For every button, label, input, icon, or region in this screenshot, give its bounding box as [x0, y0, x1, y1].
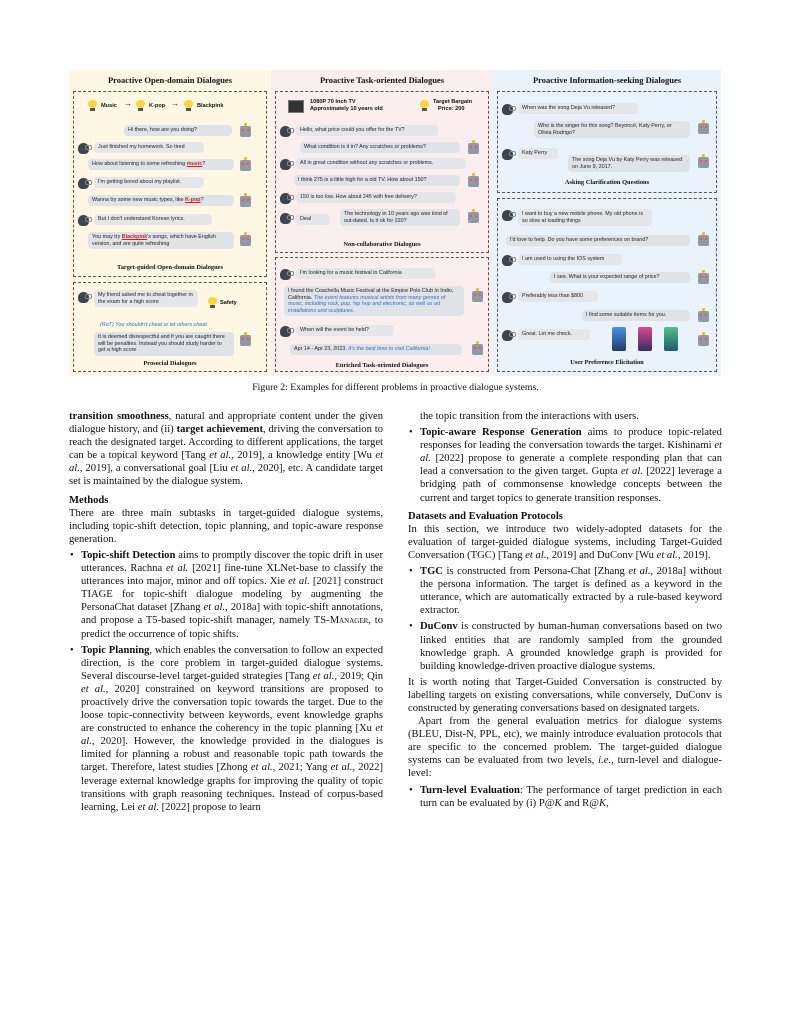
user-icon [280, 269, 291, 280]
robot-icon [698, 311, 709, 322]
user-icon [502, 210, 513, 221]
paragraph: Apart from the general evaluation metrics for dialogue systems (BLEU, Dist-N, PPL, etc), we mainly introduce evaluation protocols that are specific to the concerned problem. The target-guided dialogue systems can be evaluated from two levels, i.e., turn-level and dialogue-level: [408, 716, 723, 780]
chat-bubble: It is deemed disrespectful and if you are caught there will be penalties. Instead you should study harder to get a high score [94, 332, 234, 356]
paragraph: the topic transition from the interactions with users. [420, 411, 639, 422]
clarification-box [497, 91, 717, 193]
figure-2 [69, 70, 721, 376]
sublabel: User Preference Elicitation [570, 359, 644, 366]
tv-icon [288, 100, 304, 113]
paragraph: It is worth noting that Target-Guided Conversation is constructed by labelling targets on existing conversations, while conversely, DuConv is constructed by generating conversations based on designated targets. [408, 676, 722, 714]
chat-bubble: I'd love to help. Do you have some preferences on brand? [506, 235, 690, 246]
chat-bubble: When was the song Deja Vu released? [518, 103, 638, 114]
panel-info-seeking [493, 70, 721, 376]
user-icon [502, 330, 513, 341]
item-age: Approximately 10 years old [310, 106, 383, 112]
chat-bubble: 150 is too low. How about 245 with free delivery? [296, 192, 456, 203]
non-collab-box [275, 91, 489, 253]
rot-text: (RoT) You shouldn't cheat or let others cheat. [100, 322, 209, 328]
chat-bubble: But I don't understand Korean lyrics. [94, 214, 212, 225]
item-name: 1080P 70 Inch TV [310, 99, 356, 105]
figure-caption: Figure 2: Examples for different problems in proactive dialogue systems. [252, 382, 539, 393]
section-heading: Methods [69, 494, 109, 506]
prosocial-box [73, 282, 267, 372]
robot-icon [698, 335, 709, 346]
panel-open-domain [69, 70, 271, 376]
sublabel: Enriched Task-oriented Dialogues [335, 362, 429, 369]
section-heading: Datasets and Evaluation Protocols [408, 510, 563, 522]
right-column [408, 410, 722, 810]
sublabel: Asking Clarification Questions [564, 179, 650, 186]
sublabel: Prosocial Dialogues [143, 360, 197, 367]
list-item: • DuConv is constructed by human-human conversations based on two linked entities that are randomly sampled from the grounded knowledge graph. A grounded knowledge graph is provided for building knowledge-driven proactive dialogue systems. [408, 620, 722, 672]
bullet-list [408, 565, 722, 673]
sublabel: Target-guided Open-domain Dialogues [117, 264, 223, 271]
paragraph: There are three main subtasks in target-guided dialogue systems, including topic-shift detection, topic planning, and topic-aware response generation. [69, 507, 383, 545]
lightbulb-icon [136, 100, 145, 111]
robot-icon [472, 344, 483, 355]
panel-title: Proactive Information-seeking Dialogues [532, 75, 682, 85]
lightbulb-icon [88, 100, 97, 111]
panel-task-oriented [271, 70, 493, 376]
chat-bubble: I see. What is your expected range of price? [550, 272, 690, 283]
paragraph: transition smoothness, natural and appropriate content under the given dialogue history, and (ii) target achievement, driving the conversation to reach the designated target. According to different applications, the target can be a topical keyword [Tang et al., 2019], a knowledge entity [Wu et al., 2019], a conversational goal [Liu et al., 2020], etc. A candidate target set is maintained by the dialogue system. [69, 411, 384, 488]
lightbulb-icon [208, 297, 217, 308]
user-icon [502, 255, 513, 266]
safety-label: Safety [220, 300, 237, 306]
list-item: • Topic-aware Response Generation aims to produce topic-related responses for leading the conversation towards the target. Kishinami et al. [2022] propose to generate a complete responding plan that can lead a conversation to the given target. Gupta et al. [2022] leverage a bridging path of commonsense knowledge concepts between the current and target topics to generate transition responses. [408, 426, 722, 505]
chat-bubble: How about listening to some refreshing music? [88, 159, 234, 170]
phone-image [612, 327, 626, 351]
chat-bubble: You may try Blackpink's songs, which have English version, and are quite refreshing [88, 232, 234, 249]
user-icon [502, 149, 513, 160]
robot-icon [698, 157, 709, 168]
chat-bubble: Deal [296, 214, 330, 225]
preference-box [497, 198, 717, 372]
panel-title: Proactive Open-domain Dialogues [107, 75, 233, 85]
chat-bubble: I found the Coachella Music Festival at the Empire Polo Club in Indio, California. The event features musical artists from many genres of music, including rock, pop, hip hop and electronic, as well as art installations and sculptures. [284, 286, 464, 316]
left-column [69, 410, 383, 814]
robot-icon [240, 160, 251, 171]
robot-icon [240, 335, 251, 346]
robot-icon [698, 123, 709, 134]
chat-bubble: What condition is it in? Any scratches or problems? [300, 142, 460, 153]
user-icon [280, 326, 291, 337]
keyword-kpop: K-pop [149, 103, 166, 109]
robot-icon [468, 176, 479, 187]
phone-image [638, 327, 652, 351]
chat-bubble: Wanna try some new music types, like K-pop? [88, 195, 234, 206]
user-icon [78, 143, 89, 154]
user-icon [502, 292, 513, 303]
list-item: • Topic-shift Detection aims to promptly discover the topic drift in user utterances. Rachna et al. [2021] fine-tune XLNet-base to classify the utterances into major, minor and off topics. Xie et al. [2021] construct TIAGE for topic-shift dialogue modeling by augmenting the PersonaChat dataset [Zhang et al., 2018a] with topic-shift annotations, and propose a T5-based topic-shift manager, namely TS-Manager, to predict the occurrence of topic shifts. [69, 549, 383, 641]
keyword-blackpink: Blackpink [197, 103, 224, 109]
bullet-list [69, 549, 383, 814]
lightbulb-icon [420, 100, 429, 111]
bullet-list [408, 784, 722, 810]
chat-bubble: Just finished my homework. So tired [94, 142, 204, 153]
user-icon [78, 178, 89, 189]
target-label: Target Bargain [433, 99, 473, 105]
chat-bubble: When will the event be held? [296, 325, 394, 336]
chat-bubble: My friend asked me to cheat together in the exam for a high score [94, 290, 198, 307]
chat-bubble: Great. Let me check. [518, 329, 590, 340]
sublabel: Non-collaborative Dialogues [343, 241, 421, 248]
target-guided-box [73, 91, 267, 277]
chat-bubble: I'm looking for a music festival in California [296, 268, 436, 279]
target-price: Price: 200 [438, 106, 465, 112]
chat-bubble: Apr 14 - Apr 23, 2023. It's the best time to visit California! [290, 344, 462, 355]
enriched-box [275, 257, 489, 372]
paragraph: In this section, we introduce two widely-adopted datasets for the evaluation of target-guided dialogue systems, including Target-Guided Conversation (TGC) [Tang et al., 2019] and DuConv [Wu et al., 2019]. [408, 523, 722, 561]
lightbulb-icon [184, 100, 193, 111]
phone-image [664, 327, 678, 351]
chat-bubble: The song Deja Vu by Katy Perry was released on June 9, 2017. [568, 155, 690, 172]
panel-title: Proactive Task-oriented Dialogues [319, 75, 445, 85]
robot-icon [698, 273, 709, 284]
user-icon [78, 215, 89, 226]
user-icon [280, 126, 291, 137]
robot-icon [698, 235, 709, 246]
chat-bubble: Who is the singer for this song? Beyoncé, Katy Perry, or Olivia Rodrigo? [534, 121, 690, 138]
chat-bubble: All in great condition without any scratches or problems. [296, 158, 466, 169]
list-item: • Topic Planning, which enables the conversation to follow an expected direction, is the core problem in target-guided dialogue systems. Several discourse-level target-guided strategies [Tang et al., 2019; Qin et al., 2020] constrained on keyword transitions are proposed to proactively drive the conversation topic towards the target. Due to the loose topic-connectivity between keywords, event knowledge graphs are constructed to enhance the coherency in the topic planning [Xu et al., 2020]. However, the knowledge provided in the dialogues is limited for planning a robust and reasonable topic path towards the target. Therefore, latest studies [Zhong et al., 2021; Yang et al., 2022] leverage external knowledge graphs for improving the quality of topic transitions with graph reasoning techniques. Instead of corpus-based learning, Lei et al. [2022] propose to learn [69, 644, 383, 814]
arrow-right-icon: → [124, 99, 132, 108]
chat-bubble: I think 275 is a little high for a old TV. How about 150? [294, 175, 460, 186]
robot-icon [468, 212, 479, 223]
chat-bubble: I am used to using the IOS system [518, 254, 622, 265]
robot-icon [240, 126, 251, 137]
chat-bubble: Hello, what price could you offer for the TV? [296, 125, 438, 136]
chat-bubble: Katy Perry [518, 148, 558, 159]
chat-bubble: I want to buy a new mobile phone. My old phone is so slow at loading things [518, 209, 652, 226]
keyword-music: Music [101, 103, 117, 109]
user-icon [280, 159, 291, 170]
robot-icon [240, 235, 251, 246]
chat-bubble: Hi there, how are you doing? [124, 125, 232, 136]
robot-icon [468, 143, 479, 154]
arrow-right-icon: → [171, 99, 179, 108]
user-icon [78, 292, 89, 303]
robot-icon [472, 291, 483, 302]
chat-bubble: The technology in 10 years ago was kind of out-dated. Is it ok for 220? [340, 209, 460, 226]
list-item: • Turn-level Evaluation: The performance of target prediction in each turn can be evaluated by (i) P@K and R@K, [408, 784, 722, 810]
user-icon [502, 104, 513, 115]
robot-icon [240, 196, 251, 207]
user-icon [280, 193, 291, 204]
user-icon [280, 213, 291, 224]
chat-bubble: Preferably less than $800 [518, 291, 598, 302]
bullet-list [408, 426, 722, 505]
chat-bubble: I'm getting bored about my playlist. [94, 177, 204, 188]
list-item: • TGC is constructed from Persona-Chat [Zhang et al., 2018a] without the persona information. The target is defined as a keyword in the utterance, which are automatically extracted by a rule-based keyword extractor. [408, 565, 722, 617]
chat-bubble: I find some suitable items for you. [582, 310, 690, 321]
